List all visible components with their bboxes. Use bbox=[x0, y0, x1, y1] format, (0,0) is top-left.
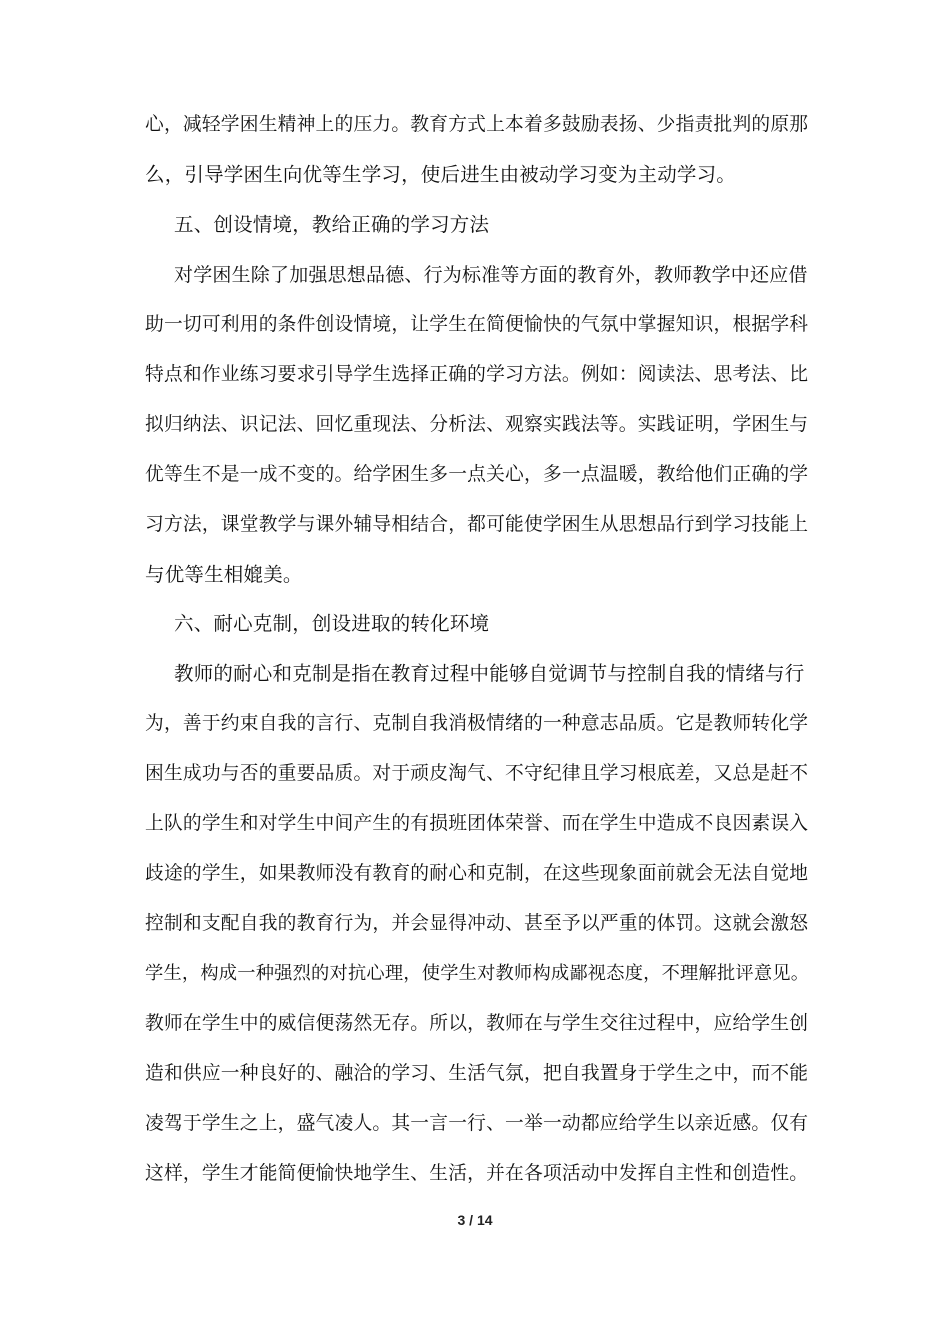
body-text-line: 控制和支配自我的教育行为，并会显得冲动、甚至予以严重的体罚。这就会激怒 bbox=[145, 913, 809, 934]
body-text-line: 拟归纳法、识记法、回忆重现法、分析法、观察实践法等。实践证明，学困生与 bbox=[145, 414, 809, 435]
body-text-line: 特点和作业练习要求引导学生选择正确的学习方法。例如：阅读法、思考法、比 bbox=[145, 364, 809, 385]
body-text-line: 困生成功与否的重要品质。对于顽皮淘气、不守纪律且学习根底差，又总是赶不 bbox=[145, 763, 809, 784]
body-text-line: 对学困生除了加强思想品德、行为标准等方面的教育外，教师教学中还应借 bbox=[174, 264, 808, 286]
body-text-line: 习方法，课堂教学与课外辅导相结合，都可能使学困生从思想品行到学习技能上 bbox=[145, 514, 809, 535]
body-text-line: 上队的学生和对学生中间产生的有损班团体荣誉、而在学生中造成不良因素误入 bbox=[145, 813, 809, 834]
body-text-line: 造和供应一种良好的、融洽的学习、生活气氛，把自我置身于学生之中，而不能 bbox=[145, 1063, 809, 1084]
body-text-line: 教师的耐心和克制是指在教育过程中能够自觉调节与控制自我的情绪与行 bbox=[174, 662, 805, 685]
body-text-line: 凌驾于学生之上，盛气凌人。其一言一行、一举一动都应给学生以亲近感。仅有 bbox=[145, 1113, 809, 1134]
section-heading: 五、创设情境，教给正确的学习方法 bbox=[174, 213, 490, 236]
body-text-line: 学生，构成一种强烈的对抗心理，使学生对教师构成鄙视态度，不理解批评意见。 bbox=[145, 963, 810, 984]
body-text-line: 教师在学生中的威信便荡然无存。所以，教师在与学生交往过程中，应给学生创 bbox=[145, 1013, 809, 1034]
body-text-line: 么，引导学困生向优等生学习，使后进生由被动学习变为主动学习。 bbox=[145, 163, 737, 186]
body-text-line: 心，减轻学困生精神上的压力。教育方式上本着多鼓励表扬、少指责批判的原那 bbox=[145, 114, 809, 135]
body-text-line: 歧途的学生，如果教师没有教育的耐心和克制，在这些现象面前就会无法自觉地 bbox=[145, 863, 809, 884]
page-number: 3 / 14 bbox=[457, 1212, 493, 1228]
body-text-line: 这样，学生才能简便愉快地学生、生活，并在各项活动中发挥自主性和创造性。 bbox=[145, 1163, 809, 1184]
body-text-line: 与优等生相媲美。 bbox=[145, 563, 303, 586]
section-heading: 六、耐心克制，创设进取的转化环境 bbox=[174, 612, 490, 635]
body-text-line: 为，善于约束自我的言行、克制自我消极情绪的一种意志品质。它是教师转化学 bbox=[145, 713, 809, 734]
body-text-line: 优等生不是一成不变的。给学困生多一点关心，多一点温暖，教给他们正确的学 bbox=[145, 464, 809, 485]
body-text-line: 助一切可利用的条件创设情境，让学生在简便愉快的气氛中掌握知识，根据学科 bbox=[145, 314, 809, 335]
